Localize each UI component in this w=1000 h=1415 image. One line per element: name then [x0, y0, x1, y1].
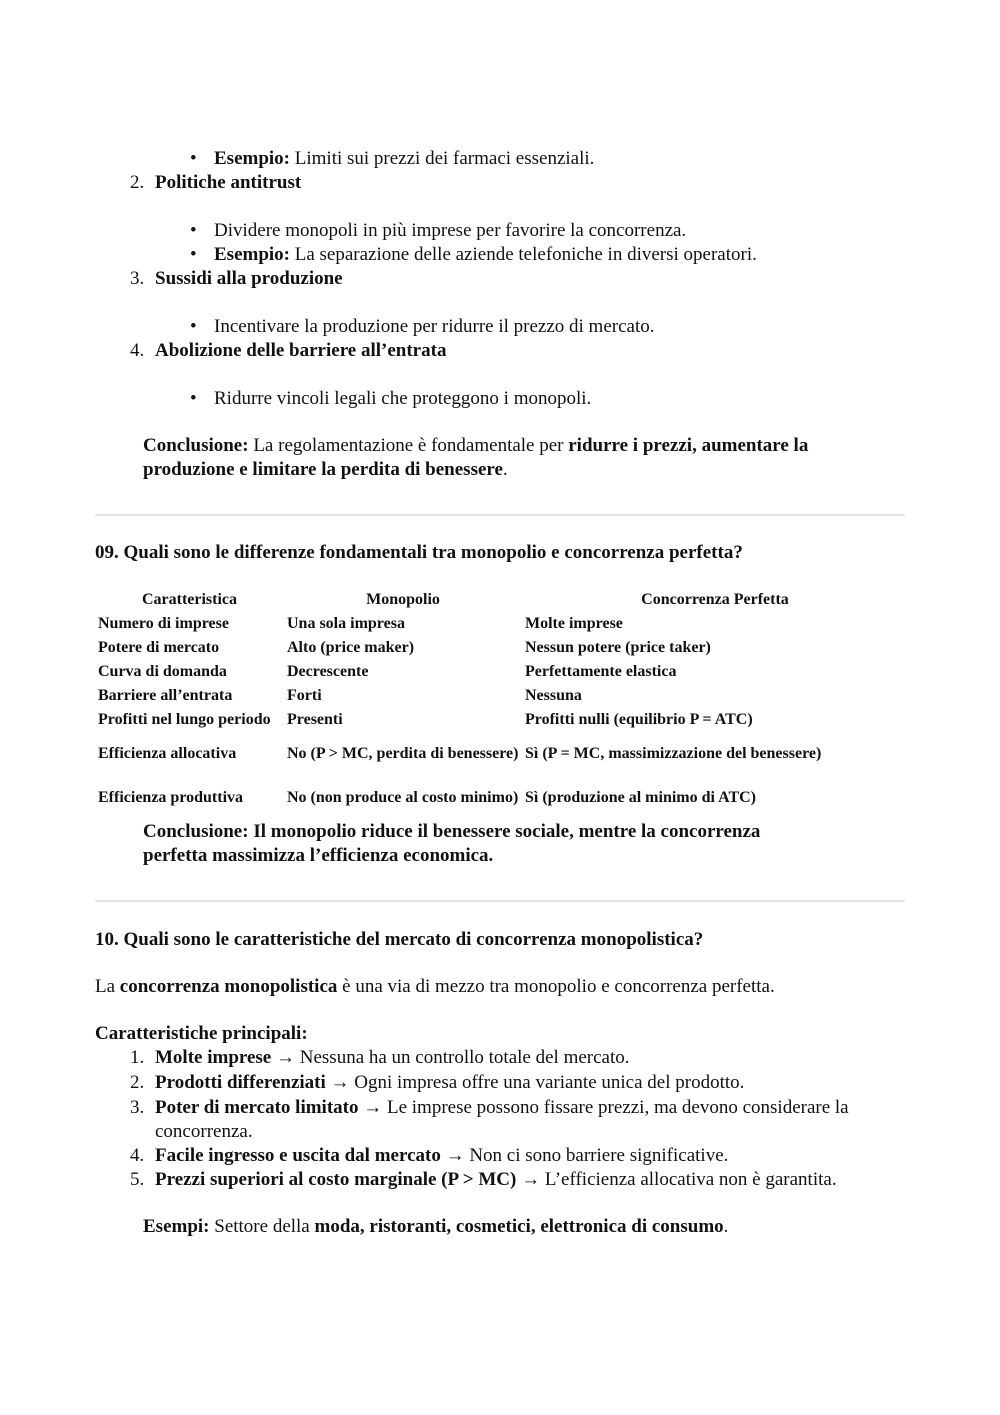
table-cell: Nessun potere (price taker) [525, 639, 711, 656]
table-cell: Curva di domanda [98, 663, 227, 680]
column-header: Caratteristica [141, 591, 238, 608]
table-row [95, 612, 908, 636]
table-row [95, 708, 908, 732]
column-header: Concorrenza Perfetta [641, 591, 789, 608]
list-item: • Dividere monopoli in più imprese per favorire la concorrenza. [190, 219, 686, 243]
table-row [95, 732, 908, 776]
list-item: 4. Abolizione delle barriere all’entrata [130, 340, 447, 361]
table-cell: No (P > MC, perdita di benessere) [287, 745, 519, 762]
list-item: 2. Politiche antitrust [130, 172, 302, 193]
divider [95, 514, 905, 516]
table-cell: Alto (price maker) [287, 639, 415, 656]
table-cell: Numero di imprese [98, 615, 229, 632]
table-cell: Efficienza produttiva [98, 789, 244, 806]
list-item: 5. Prezzi superiori al costo marginale (P > MC) → L’efficienza allocativa non è garantita. [130, 1169, 837, 1190]
table-row [95, 684, 908, 708]
features-heading: Caratteristiche principali: [95, 1023, 308, 1044]
column-header: Monopolio [366, 591, 440, 608]
examples-paragraph: Esempi: Settore della moda, ristoranti, cosmetici, elettronica di consumo. [143, 1216, 729, 1237]
list-item: 3. Poter di mercato limitato → Le imprese possono fissare prezzi, ma devono considerare la concorrenza. [130, 1097, 849, 1142]
table-cell: Potere di mercato [98, 639, 220, 656]
conclusion-paragraph: Conclusione: Il monopolio riduce il benessere sociale, mentre la concorrenza perfetta massimizza l’efficienza economica. [143, 821, 761, 866]
list-item: 2. Prodotti differenziati → Ogni impresa offre una variante unica del prodotto. [130, 1072, 745, 1093]
table-cell: Sì (produzione al minimo di ATC) [525, 789, 756, 806]
table-cell: Forti [287, 687, 322, 704]
table-cell: Efficienza allocativa [98, 745, 237, 762]
table-row [95, 636, 908, 660]
table-cell: Presenti [287, 711, 343, 728]
table-cell: Decrescente [287, 663, 369, 680]
section-heading: 10. Quali sono le caratteristiche del mercato di concorrenza monopolistica? [95, 929, 704, 950]
table-header-row [95, 588, 908, 612]
list-item: 4. Facile ingresso e uscita dal mercato → Non ci sono barriere significative. [130, 1145, 729, 1166]
table-cell: Barriere all’entrata [98, 687, 233, 704]
conclusion-paragraph: Conclusione: La regolamentazione è fondamentale per ridurre i prezzi, aumentare la produzione e limitare la perdita di benessere. [143, 435, 809, 480]
table-cell: Una sola impresa [287, 615, 405, 632]
table-row [95, 776, 908, 820]
list-item: 1. Molte imprese → Nessuna ha un controllo totale del mercato. [130, 1047, 630, 1068]
table-cell: No (non produce al costo minimo) [287, 789, 519, 806]
table-cell: Perfettamente elastica [525, 663, 677, 680]
table-cell: Molte imprese [525, 615, 623, 632]
table-row [95, 660, 908, 684]
section-heading: 09. Quali sono le differenze fondamentali tra monopolio e concorrenza perfetta? [95, 542, 743, 563]
list-item: • Esempio: La separazione delle aziende telefoniche in diversi operatori. [190, 243, 757, 267]
list-item: • Incentivare la produzione per ridurre il prezzo di mercato. [190, 315, 654, 339]
list-item: 3. Sussidi alla produzione [130, 268, 343, 289]
list-item: • Ridurre vincoli legali che proteggono i monopoli. [190, 387, 591, 411]
intro-paragraph: La concorrenza monopolistica è una via di mezzo tra monopolio e concorrenza perfetta. [95, 976, 775, 997]
table-cell: Profitti nulli (equilibrio P = ATC) [525, 711, 753, 728]
comparison-table [95, 588, 908, 820]
table-cell: Profitti nel lungo periodo [98, 711, 271, 728]
table-cell: Sì (P = MC, massimizzazione del benessere) [525, 745, 822, 762]
list-item: • Esempio: Limiti sui prezzi dei farmaci essenziali. [190, 147, 594, 171]
table-cell: Nessuna [525, 687, 582, 704]
divider [95, 900, 905, 902]
